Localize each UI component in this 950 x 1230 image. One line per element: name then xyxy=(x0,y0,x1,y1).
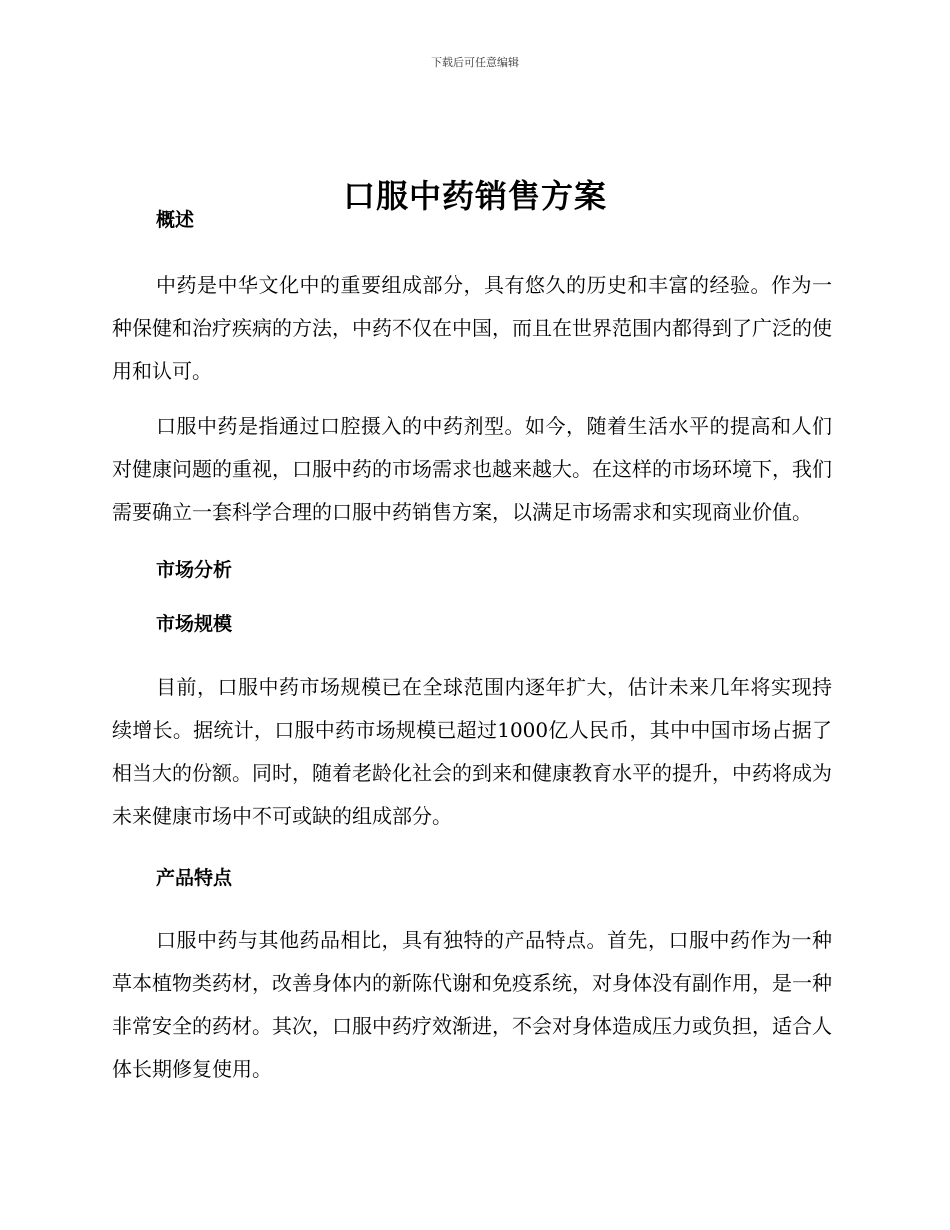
overview-paragraph-2: 口服中药是指通过口腔摄入的中药剂型。如今，随着生活水平的提高和人们对健康问题的重视，口服中药的市场需求也越来越大。在这样的市场环境下，我们需要确立一套科学合理的口服中药销售方案，以满足市场需求和实现商业价值。 xyxy=(112,414,832,524)
market-size-paragraph: 目前，口服中药市场规模已在全球范围内逐年扩大，估计未来几年将实现持续增长。据统计，口服中药市场规模已超过1000亿人民币，其中中国市场占据了相当大的份额。同时，随着老龄化社会的到来和健康教育水平的提升，中药将成为未来健康市场中不可或缺的组成部分。 xyxy=(112,675,832,828)
section-heading-product-features: 产品特点 xyxy=(156,867,233,889)
document-body xyxy=(112,200,832,1091)
document-title: 口服中药销售方案 xyxy=(342,177,607,216)
section-heading-market-analysis: 市场分析 xyxy=(156,559,233,581)
section-heading-market-size: 市场规模 xyxy=(156,613,233,635)
overview-paragraph-1: 中药是中华文化中的重要组成部分，具有悠久的历史和丰富的经验。作为一种保健和治疗疾病的方法，中药不仅在中国，而且在世界范围内都得到了广泛的使用和认可。 xyxy=(112,273,832,383)
header-note: 下载后可任意编辑 xyxy=(431,56,519,69)
product-features-paragraph: 口服中药与其他药品相比，具有独特的产品特点。首先，口服中药作为一种草本植物类药材，改善身体内的新陈代谢和免疫系统，对身体没有副作用，是一种非常安全的药材。其次，口服中药疗效渐进，不会对身体造成压力或负担，适合人体长期修复使用。 xyxy=(112,928,832,1081)
section-heading-overview: 概述 xyxy=(156,209,195,231)
